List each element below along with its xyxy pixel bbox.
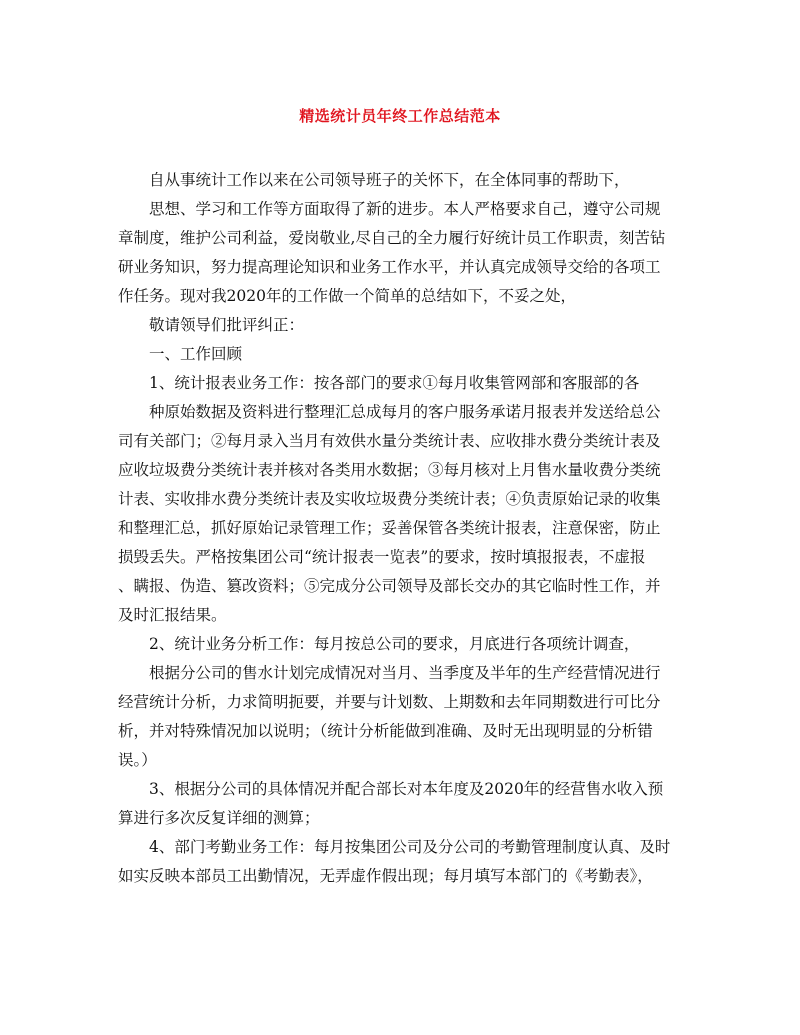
paragraph-line: 4、部门考勤业务工作：每月按集团公司及分公司的考勤管理制度认真、及时 [149,838,671,856]
paragraph-line: 、瞒报、伪造、篡改资料；⑤完成分公司领导及部长交办的其它临时性工作，并 [118,577,661,595]
paragraph-line: 计表、实收排水费分类统计表及实收垃圾费分类统计表；④负责原始记录的收集 [118,490,661,508]
paragraph-line: 应收垃圾费分类统计表并核对各类用水数据；③每月核对上月售水量收费分类统 [118,461,661,479]
paragraph-line: 司有关部门；②每月录入当月有效供水量分类统计表、应收排水费分类统计表及 [118,432,661,450]
paragraph-line: 1、统计报表业务工作：按各部门的要求①每月收集管网部和客服部的各 [149,374,640,392]
paragraph-line: 和整理汇总，抓好原始记录管理工作；妥善保管各类统计报表，注意保密，防止 [118,519,661,537]
paragraph-line: 如实反映本部员工出勤情况，无弄虚作假出现；每月填写本部门的《考勤表》， [118,867,653,885]
document-title: 精选统计员年终工作总结范本 [299,107,501,125]
paragraph-line: 经营统计分析，力求简明扼要，并要与计划数、上期数和去年同期数进行可比分 [118,693,661,711]
document-body [118,166,684,891]
paragraph-line: 思想、学习和工作等方面取得了新的进步。本人严格要求自己，遵守公司规 [149,200,661,218]
paragraph-line: 种原始数据及资料进行整理汇总成每月的客户服务承诺月报表并发送给总公 [149,403,661,421]
paragraph-line: 自从事统计工作以来在公司领导班子的关怀下，在全体同事的帮助下， [149,171,630,189]
paragraph-line: 及时汇报结果。 [118,606,227,624]
paragraph-line: 误。） [118,751,157,769]
paragraph-line: 章制度，维护公司利益，爱岗敬业,尽自己的全力履行好统计员工作职责，刻苦钻 [118,229,666,247]
paragraph-line: 敬请领导们批评纠正： [149,316,305,334]
paragraph-line: 根据分公司的售水计划完成情况对当月、当季度及半年的生产经营情况进行 [149,664,661,682]
paragraph-line: 作任务。现对我2020年的工作做一个简单的总结如下，不妥之处， [118,287,576,305]
paragraph-line: 算进行多次反复详细的测算； [118,809,320,827]
paragraph-line: 3、根据分公司的具体情况并配合部长对本年度及2020年的经营售水收入预 [149,780,664,798]
paragraph-line: 2、统计业务分析工作：每月按总公司的要求，月底进行各项统计调查， [149,635,640,653]
paragraph-line: 研业务知识，努力提高理论知识和业务工作水平，并认真完成领导交给的各项工 [118,258,661,276]
paragraph-line: 损毁丢失。严格按集团公司“统计报表一览表”的要求，按时填报报表，不虚报 [118,548,646,566]
paragraph-line: 析，并对特殊情况加以说明；（统计分析能做到准确、及时无出现明显的分析错 [118,722,653,740]
paragraph-line: 一、工作回顾 [149,345,243,363]
